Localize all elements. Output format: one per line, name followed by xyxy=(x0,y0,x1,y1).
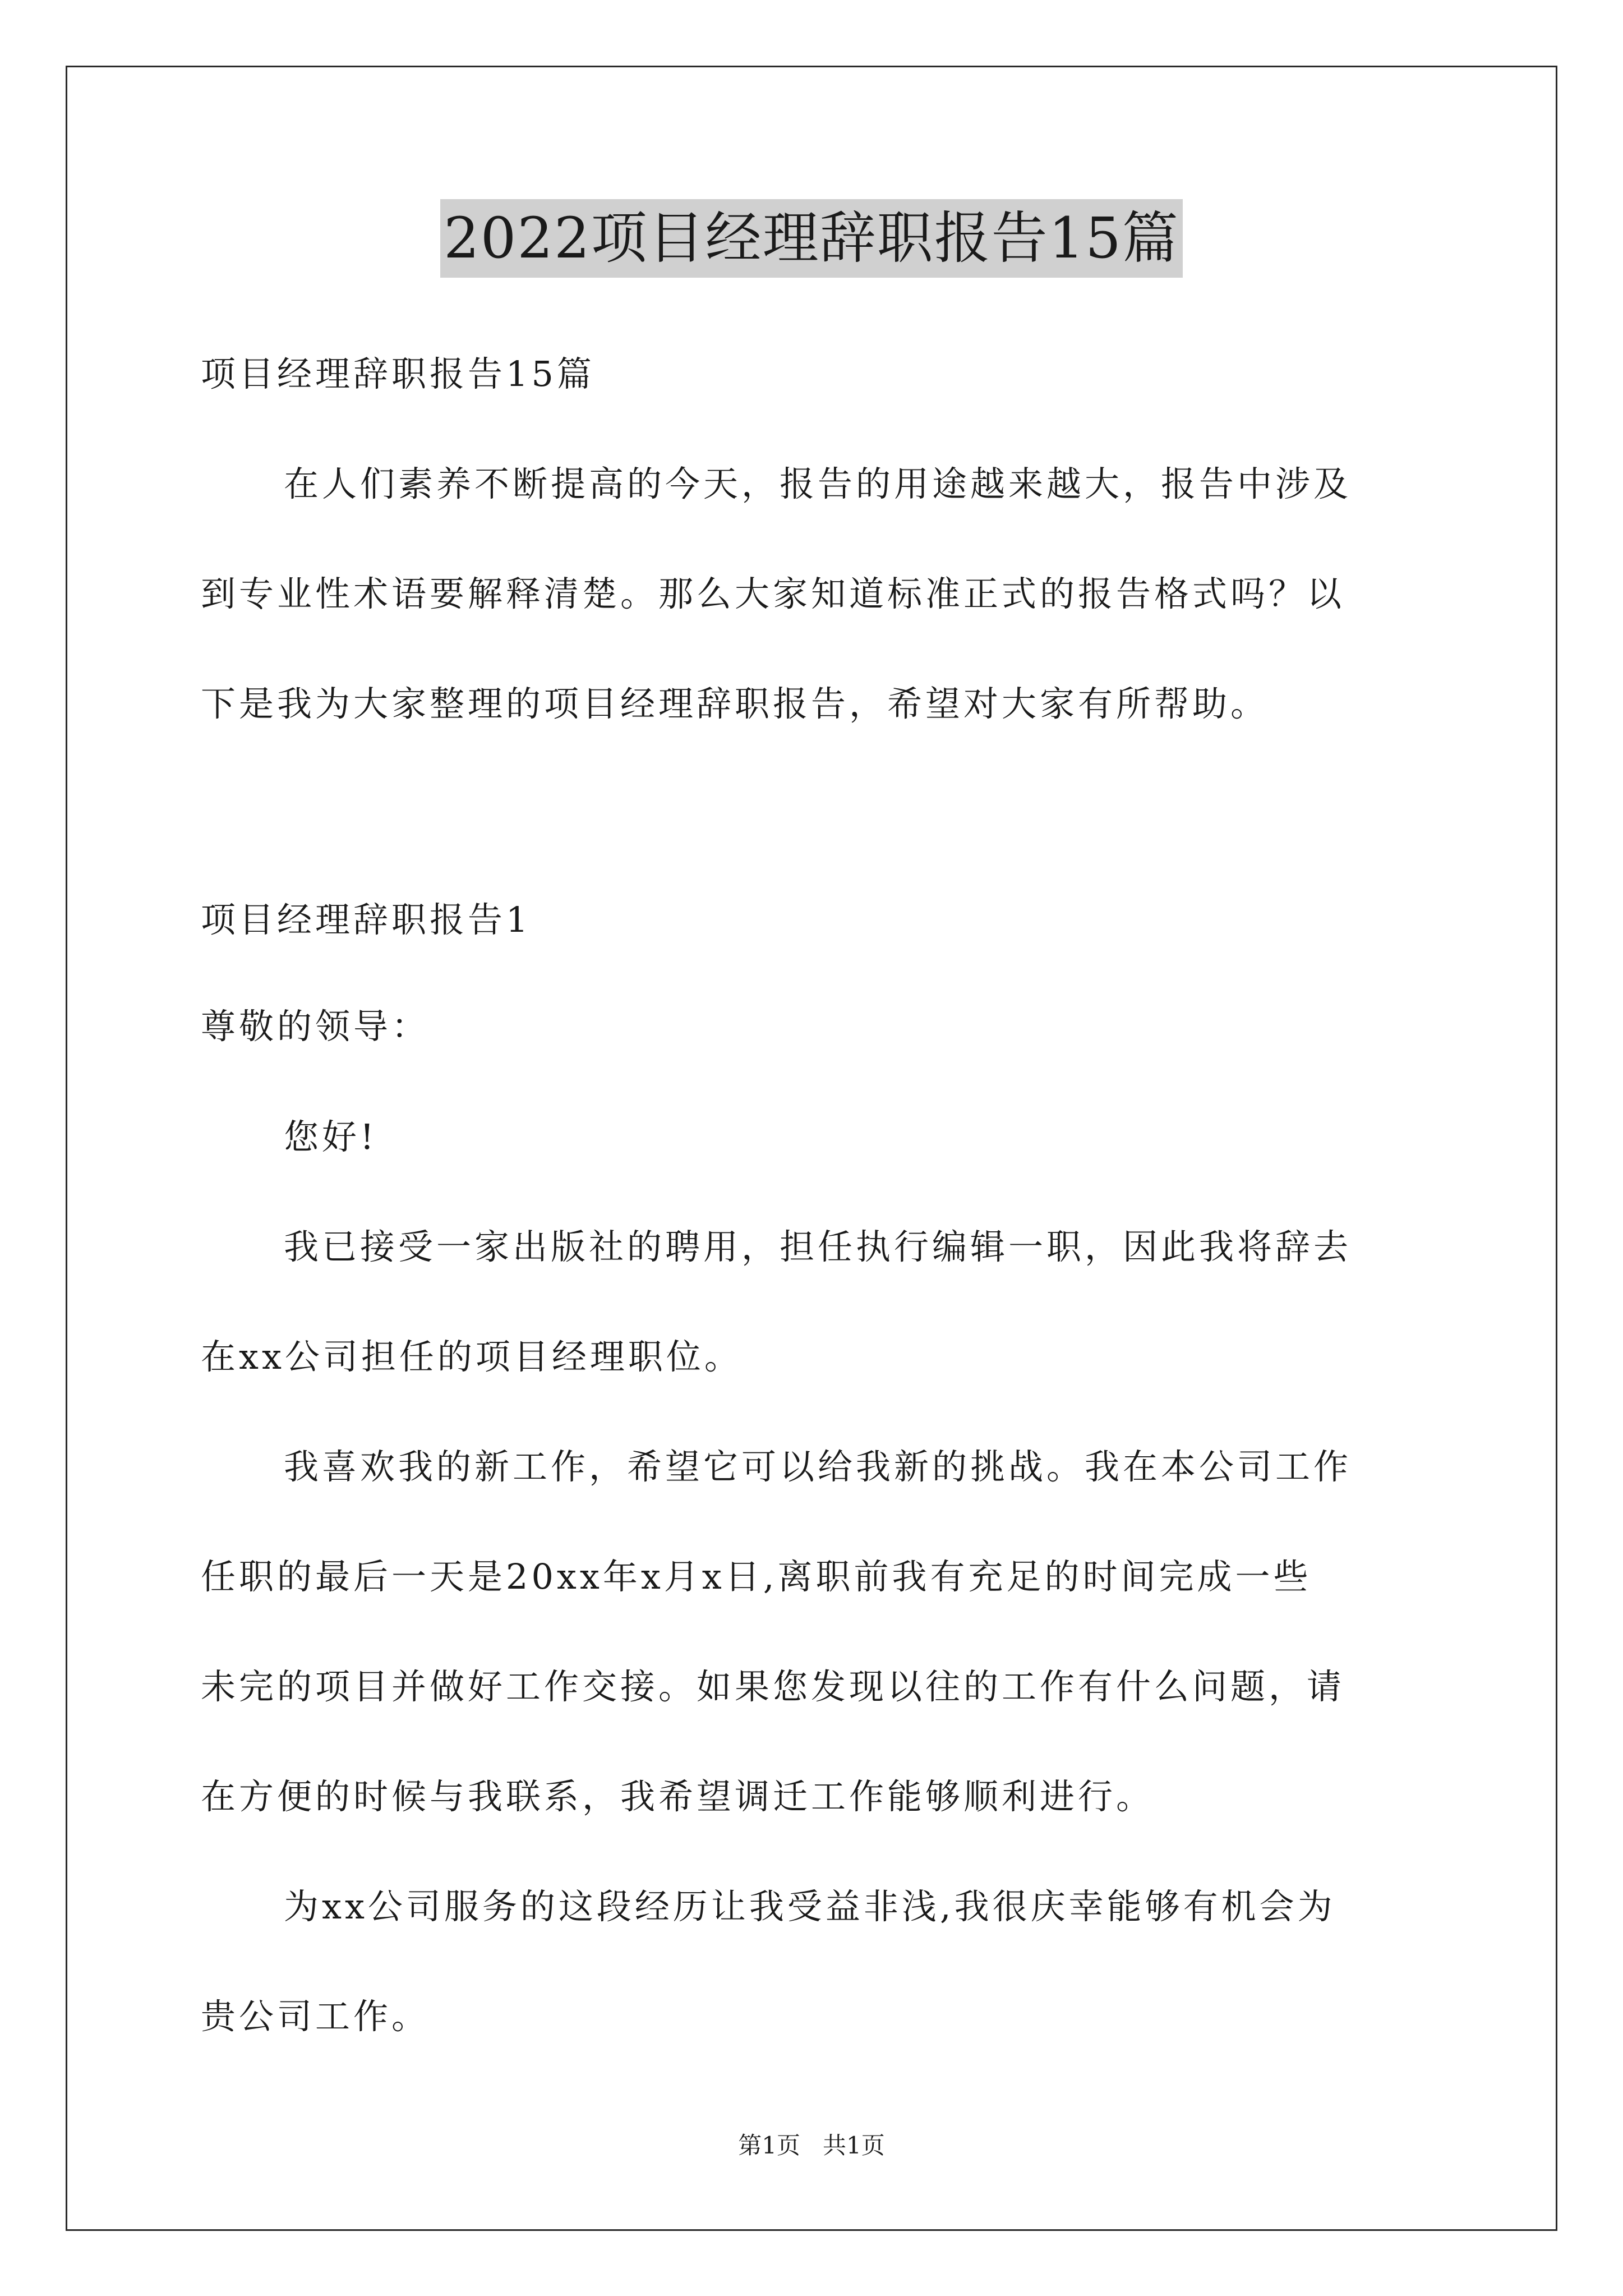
para3-line-1: 为xx公司服务的这段经历让我受益非浅,我很庆幸能够有机会为 xyxy=(284,1886,1336,1927)
para1-line-1: 我已接受一家出版社的聘用，担任执行编辑一职，因此我将辞去 xyxy=(284,1226,1352,1267)
para3-line-2: 贵公司工作。 xyxy=(201,1996,430,2037)
page-footer: 第1页 共1页 xyxy=(738,2132,885,2159)
document-subtitle: 项目经理辞职报告15篇 xyxy=(201,353,595,394)
intro-line-1: 在人们素养不断提高的今天，报告的用途越来越大，报告中涉及 xyxy=(284,463,1352,504)
section-heading: 项目经理辞职报告1 xyxy=(201,899,532,940)
greeting: 您好! xyxy=(284,1116,377,1157)
para2-line-4: 在方便的时候与我联系，我希望调迁工作能够顺利进行。 xyxy=(201,1776,1155,1817)
para1-line-2: 在xx公司担任的项目经理职位。 xyxy=(201,1336,743,1377)
intro-line-3: 下是我为大家整理的项目经理辞职报告，希望对大家有所帮助。 xyxy=(201,683,1269,724)
para2-line-2: 任职的最后一天是20xx年x月x日,离职前我有充足的时间完成一些 xyxy=(201,1556,1312,1597)
title-container xyxy=(0,199,1623,278)
para2-line-1: 我喜欢我的新工作，希望它可以给我新的挑战。我在本公司工作 xyxy=(284,1446,1352,1487)
salutation: 尊敬的领导： xyxy=(201,1006,430,1047)
para2-line-3: 未完的项目并做好工作交接。如果您发现以往的工作有什么问题，请 xyxy=(201,1666,1345,1707)
intro-line-2: 到专业性术语要解释清楚。那么大家知道标准正式的报告格式吗？以 xyxy=(201,573,1345,614)
document-title: 2022项目经理辞职报告15篇 xyxy=(440,199,1183,278)
